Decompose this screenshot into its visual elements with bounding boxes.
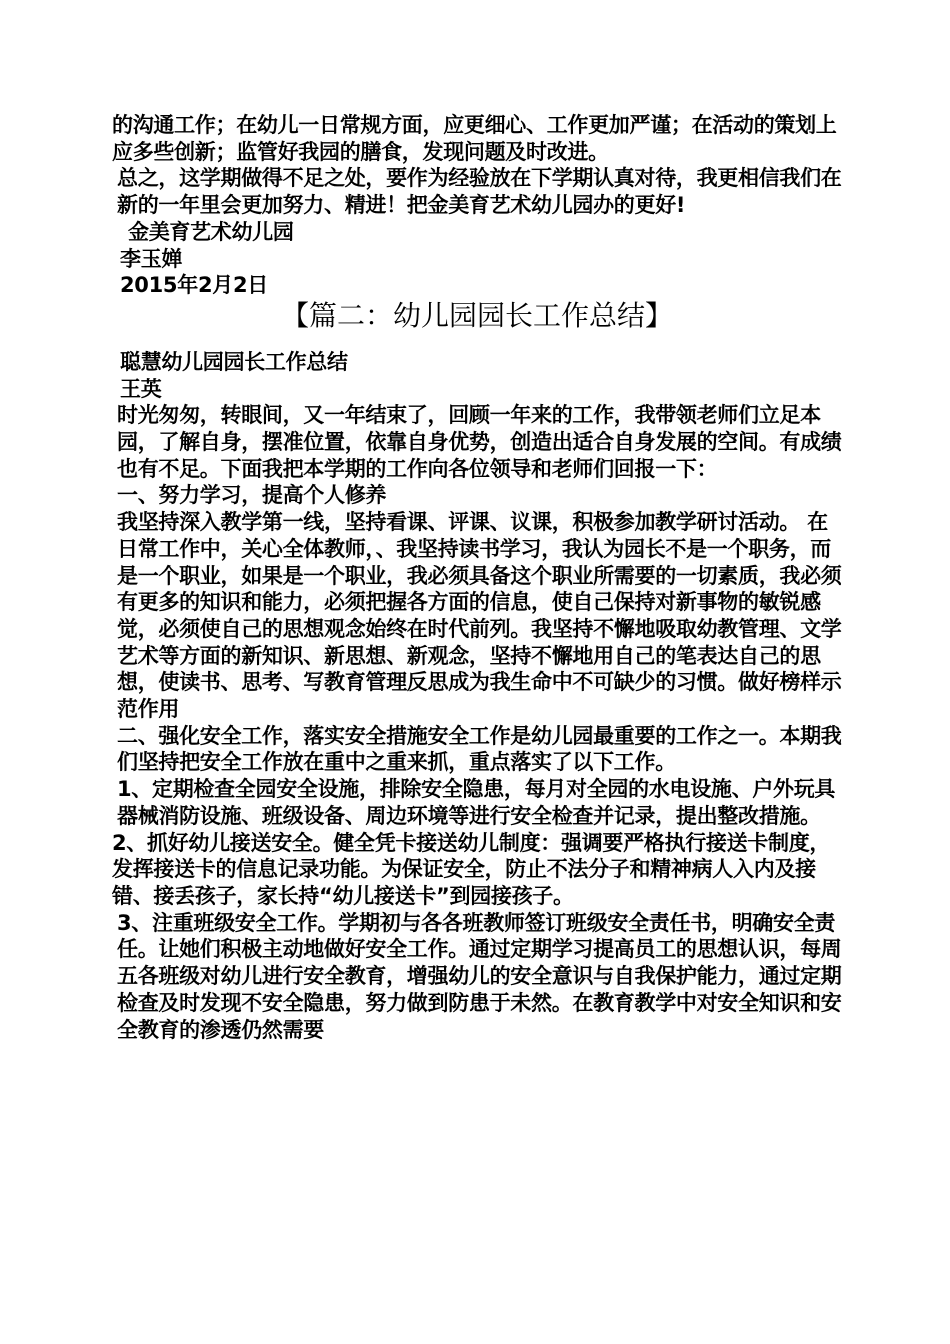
body-heading-1: 一、努力学习，提高个人修养 <box>117 483 387 508</box>
paragraph-summary: 总之，这学期做得不足之处，要作为经验放在下学期认真对待，我更相信我们在新的一年里会更加努力、精进！把金美育艺术幼儿园办的更好! <box>117 166 842 218</box>
document-page <box>112 112 842 1043</box>
body-item-3: 3、注重班级安全工作。学期初与各各班教师签订班级安全责任书，明确安全责任。让她们积极主动地做好安全工作。通过定期学习提高员工的思想认识，每周五各班级对幼儿进行安全教育，增强幼儿的安全意识与自我保护能力，通过定期检查及时发现不安全隐患，努力做到防患于未然。在教育教学中对安全知识和安全教育的渗透仍然需要 <box>117 910 842 1042</box>
body-paragraph-study: 我坚持深入教学第一线，坚持看课、评课、议课，积极参加教学研讨活动。 在日常工作中，关心全体教师，、我坚持读书学习，我认为园长不是一个职务，而是一个职业，如果是一个职业，我必须具备这个职业所需要的一切素质，我必须有更多的知识和能力，必须把握各方面的信息，使自己保持对新事物的敏锐感觉，必须使自己的思想观念始终在时代前列。我坚持不懈地吸取幼教管理、文学艺术等方面的新知识、新思想、新观念，坚持不懈地用自己的笔表达自己的思想，使读书、思考、写教育管理反思成为我生命中不可缺少的习惯。做好榜样示范作用 <box>117 510 842 722</box>
signature-organization: 金美育艺术幼儿园 <box>128 219 294 244</box>
document-author: 王英 <box>120 376 162 401</box>
signature-name: 李玉婵 <box>120 246 183 271</box>
body-heading-2: 二、强化安全工作，落实安全措施安全工作是幼儿园最重要的工作之一。本期我们坚持把安全工作放在重中之重来抓，重点落实了以下工作。 <box>117 723 842 775</box>
signature-date: 2015年2月2日 <box>120 273 268 298</box>
section-heading: 【篇二：幼儿园园长工作总结】 <box>280 298 673 332</box>
body-item-2: 2、抓好幼儿接送安全。健全凭卡接送幼儿制度：强调要严格执行接送卡制度，发挥接送卡的信息记录功能。为保证安全，防止不法分子和精神病人入内及接错、接丢孩子，家长持“幼儿接送卡”到园接孩子。 <box>112 830 831 908</box>
body-item-1: 1、定期检查全园安全设施，排除安全隐患，每月对全园的水电设施、户外玩具器械消防设施、班级设备、周边环境等进行安全检查并记录，提出整改措施。 <box>117 777 836 828</box>
document-title: 聪慧幼儿园园长工作总结 <box>120 349 348 374</box>
body-paragraph-intro: 时光匆匆，转眼间，又一年结束了，回顾一年来的工作，我带领老师们立足本园，了解自身，摆准位置，依靠自身优势，创造出适合自身发展的空间。有成绩也有不足。下面我把本学期的工作向各位领导和老师们回报一下： <box>117 403 842 481</box>
paragraph-continuation: 的沟通工作；在幼儿一日常规方面，应更细心、工作更加严谨；在活动的策划上应多些创新；监管好我园的膳食，发现问题及时改进。 <box>112 113 837 164</box>
